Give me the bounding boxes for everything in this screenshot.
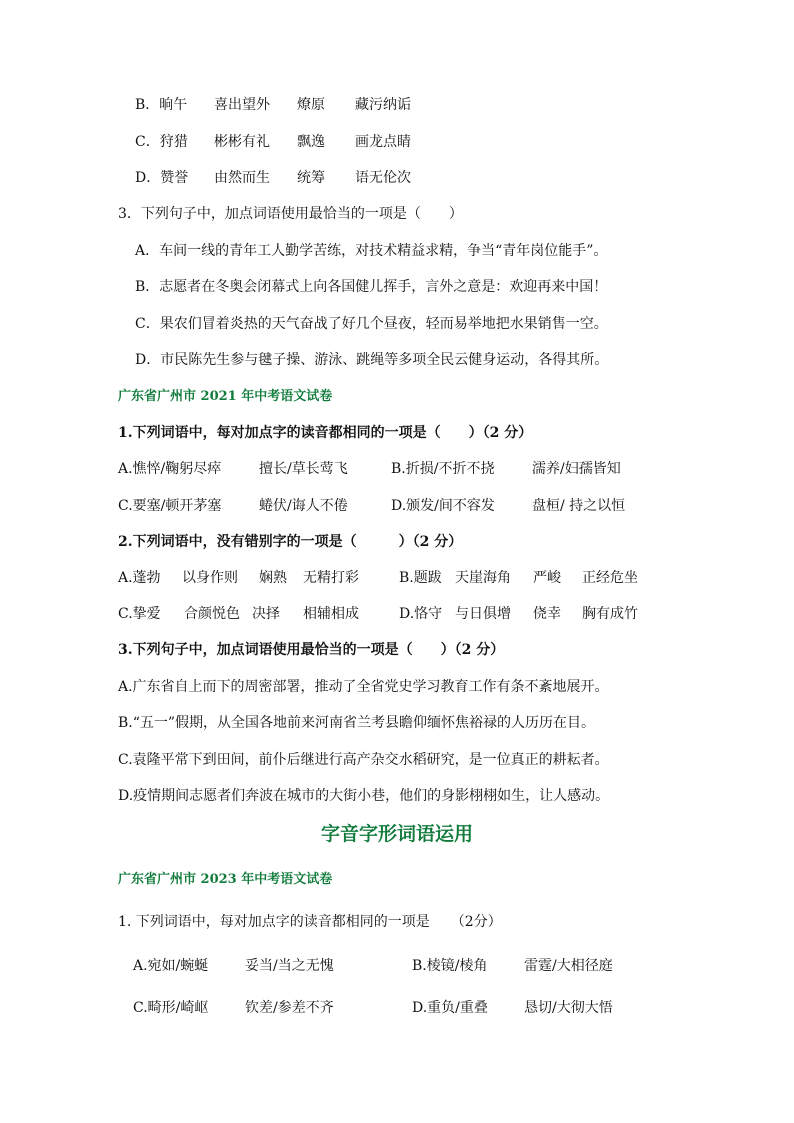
q3-option-b: B.“五一”假期，从全国各地前来河南省兰考县瞻仰缅怀焦裕禄的人历历在目。: [118, 715, 596, 731]
option-word: 画龙点睛: [355, 134, 411, 150]
option-word: 统筹: [297, 170, 325, 186]
q2-option-c: [0, 132, 794, 152]
option-cell: 相辅相成: [303, 606, 359, 622]
question-stem: 1. 下列词语中，每对加点字的读音都相同的一项是 （2分）: [118, 914, 502, 930]
option-cell: C.畸形/崎岖: [133, 1000, 209, 1016]
question-stem: 1.下列词语中，每对加点字的读音都相同的一项是（ ）（2 分）: [118, 425, 533, 441]
question-stem: 3.下列句子中，加点词语使用最恰当的一项是（ ）（2 分）: [118, 642, 505, 658]
option-cell: A.憔悴/鞠躬尽瘁: [118, 461, 222, 477]
option-cell: C.挚爱: [118, 606, 161, 622]
option-label: B．晌午: [135, 97, 188, 113]
q2-row-2: [0, 604, 794, 624]
option-word: 喜出望外: [214, 97, 270, 113]
option-label: D．赞誉: [135, 170, 189, 186]
q1-row-2: [0, 496, 794, 516]
q3-option-d: D．市民陈先生参与毽子操、游泳、跳绳等多项全民云健身运动，各得其所。: [135, 352, 609, 368]
option-cell: C.要塞/顿开茅塞: [118, 498, 222, 514]
option-cell: B.题跋: [399, 570, 442, 586]
q1-row-1: [0, 956, 794, 976]
option-word: 语无伦次: [355, 170, 411, 186]
option-cell: 雷霆/大相径庭: [524, 958, 613, 974]
q3-option-b: B．志愿者在冬奥会闭幕式上向各国健儿挥手，言外之意是：欢迎再来中国！: [135, 279, 608, 295]
option-cell: 恳切/大彻大悟: [524, 1000, 613, 1016]
exam-heading: 广东省广州市 2023 年中考语文试卷: [118, 872, 333, 887]
option-cell: 正经危坐: [582, 570, 638, 586]
q2-option-b: [0, 95, 794, 115]
option-cell: 盘桓/ 持之以恒: [532, 498, 626, 514]
q2-row-1: [0, 568, 794, 588]
option-cell: 严峻: [533, 570, 561, 586]
option-cell: D.颁发/间不容发: [391, 498, 495, 514]
option-cell: 以身作则: [182, 570, 238, 586]
option-word: 彬彬有礼: [214, 134, 270, 150]
option-cell: 蜷伏/诲人不倦: [259, 498, 348, 514]
option-word: 燎原: [297, 97, 325, 113]
option-cell: B.折损/不折不挠: [391, 461, 495, 477]
option-cell: 合颜悦色: [184, 606, 240, 622]
q3-option-a: A．车间一线的青年工人勤学苦练，对技术精益求精，争当“青年岗位能手”。: [135, 243, 608, 259]
section-title: 字音字形词语运用: [320, 823, 473, 845]
option-word: 由然而生: [214, 170, 270, 186]
q2-option-d: [0, 168, 794, 188]
option-cell: 无精打彩: [303, 570, 359, 586]
exam-heading: 广东省广州市 2021 年中考语文试卷: [118, 389, 333, 404]
option-word: 飘逸: [297, 134, 325, 150]
option-cell: 胸有成竹: [582, 606, 638, 622]
q3-option-a: A.广东省自上而下的周密部署，推动了全省党史学习教育工作有条不紊地展开。: [118, 679, 609, 695]
option-cell: A.宛如/蜿蜒: [133, 958, 209, 974]
q3-option-c: C．果农们冒着炎热的天气奋战了好几个昼夜，轻而易举地把水果销售一空。: [135, 316, 608, 332]
option-cell: D.恪守: [399, 606, 443, 622]
q3-option-d: D.疫情期间志愿者们奔波在城市的大街小巷，他们的身影栩栩如生，让人感动。: [118, 788, 610, 804]
q3-option-c: C.袁隆平常下到田间，前仆后继进行高产杂交水稻研究，是一位真正的耕耘者。: [118, 752, 609, 768]
question-stem: 2.下列词语中，没有错别字的一项是（ ）（2 分）: [118, 534, 463, 550]
option-cell: 妥当/当之无愧: [245, 958, 334, 974]
option-cell: 娴熟: [259, 570, 287, 586]
option-label: C．狩猎: [135, 134, 188, 150]
option-word: 藏污纳诟: [355, 97, 411, 113]
option-cell: 天崖海角: [455, 570, 511, 586]
option-cell: A.蓬勃: [118, 570, 161, 586]
question-stem: 3．下列句子中，加点词语使用最恰当的一项是（ ）: [118, 206, 463, 222]
option-cell: 侥幸: [533, 606, 561, 622]
option-cell: 钦差/参差不齐: [245, 1000, 334, 1016]
option-cell: 濡养/妇孺皆知: [532, 461, 621, 477]
option-cell: D.重负/重叠: [412, 1000, 488, 1016]
q1-row-2: [0, 998, 794, 1018]
q1-row-1: [0, 459, 794, 479]
option-cell: 决择: [252, 606, 280, 622]
option-cell: 与日俱增: [455, 606, 511, 622]
option-cell: 擅长/草长莺飞: [259, 461, 348, 477]
option-cell: B.棱镜/棱角: [412, 958, 488, 974]
